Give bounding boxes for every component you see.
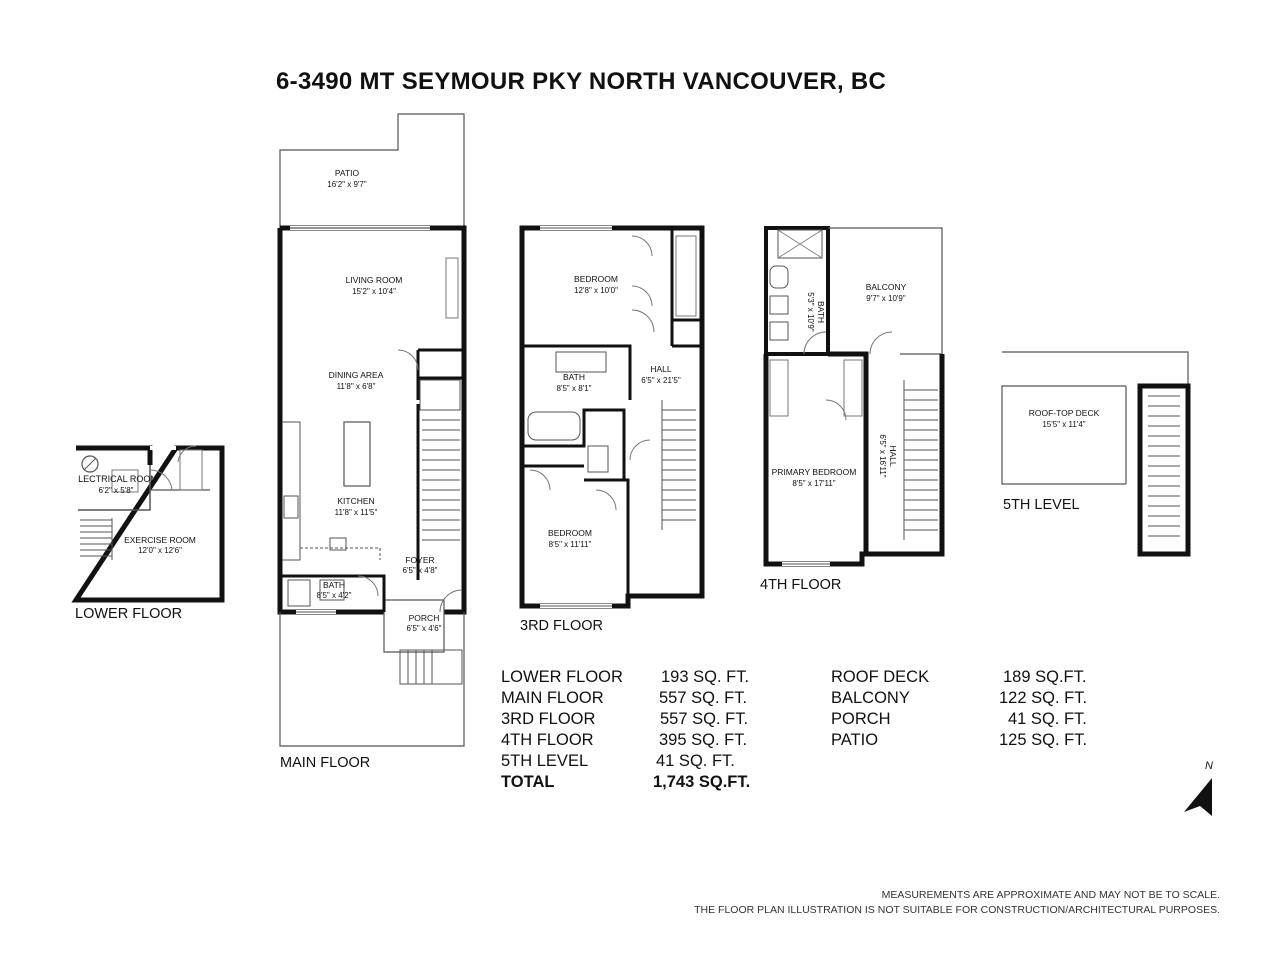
north-arrow-icon bbox=[1184, 778, 1212, 816]
room-name-bath-4th: BATH bbox=[816, 300, 826, 324]
room-dim-rooftop: 15'5" x 11'4" bbox=[1042, 420, 1086, 429]
room-name-primary: PRIMARY BEDROOM bbox=[771, 467, 857, 477]
room-name-kitchen: KITCHEN bbox=[337, 496, 375, 506]
disclaimer-line-1: MEASUREMENTS ARE APPROXIMATE AND MAY NOT BE TO SCALE. bbox=[881, 889, 1220, 901]
area-label: 4TH FLOOR bbox=[501, 731, 594, 749]
room-dim-bedroom-bottom: 8'5" x 11'11" bbox=[548, 540, 592, 549]
area-label: PORCH bbox=[831, 710, 891, 728]
room-dim-kitchen: 11'8" x 11'5" bbox=[334, 508, 378, 517]
floor-label-main: MAIN FLOOR bbox=[280, 755, 371, 771]
room-name-living: LIVING ROOM bbox=[345, 275, 403, 285]
room-name-porch: PORCH bbox=[408, 613, 440, 623]
room-dim-main-bath: 8'5" x 4'2" bbox=[316, 591, 352, 600]
area-value: 122 SQ. FT. bbox=[999, 689, 1088, 707]
area-table-left bbox=[501, 667, 771, 793]
room-dim-hall-3rd: 6'5" x 21'5" bbox=[641, 376, 681, 385]
room-name-bath-3rd: BATH bbox=[562, 372, 586, 382]
room-dim-hall-4th: 6'5" x 16'11" bbox=[878, 434, 887, 478]
floor-label-fourth: 4TH FLOOR bbox=[760, 577, 842, 593]
room-name-main-bath: BATH bbox=[322, 580, 346, 590]
lower-floor-plan bbox=[76, 446, 222, 600]
room-name-patio: PATIO bbox=[334, 168, 360, 178]
main-floor-plan bbox=[280, 114, 464, 746]
area-row bbox=[831, 667, 1101, 688]
room-dim-patio: 16'2" x 9'7" bbox=[327, 180, 367, 189]
area-value: 557 SQ. FT. bbox=[660, 710, 749, 728]
total-label: TOTAL bbox=[501, 773, 555, 791]
room-name-bedroom-top: BEDROOM bbox=[574, 274, 618, 284]
area-table-right bbox=[831, 667, 1101, 751]
north-label: N bbox=[1205, 760, 1213, 772]
room-dim-balcony: 9'7" x 10'9" bbox=[866, 294, 906, 303]
room-name-foyer: FOYER bbox=[405, 555, 435, 565]
disclaimer bbox=[694, 888, 1220, 918]
disclaimer-line-2: THE FLOOR PLAN ILLUSTRATION IS NOT SUITABLE FOR CONSTRUCTION/ARCHITECTURAL PURPOSES. bbox=[694, 904, 1220, 916]
room-dim-primary: 8'5" x 17'11" bbox=[792, 479, 836, 488]
area-value: 557 SQ. FT. bbox=[659, 689, 748, 707]
area-row bbox=[831, 709, 1101, 730]
area-label: PATIO bbox=[831, 731, 879, 749]
room-dim-porch: 6'5" x 4'6" bbox=[406, 624, 442, 633]
area-row bbox=[501, 667, 771, 688]
fourth-floor-plan bbox=[766, 228, 942, 566]
room-dim-bedroom-top: 12'8" x 10'0" bbox=[574, 286, 618, 295]
room-dim-living: 15'2" x 10'4" bbox=[352, 287, 396, 296]
area-row bbox=[831, 688, 1101, 709]
room-name-electrical: LECTRICAL ROOM bbox=[78, 474, 158, 484]
total-value: 1,743 SQ.FT. bbox=[653, 773, 751, 791]
area-label: ROOF DECK bbox=[831, 668, 930, 686]
room-name-hall-4th: HALL bbox=[888, 445, 898, 467]
fifth-level-plan bbox=[1002, 352, 1188, 554]
area-label: MAIN FLOOR bbox=[501, 689, 604, 707]
room-name-dining: DINING AREA bbox=[328, 370, 384, 380]
area-row bbox=[501, 730, 771, 751]
area-row-total bbox=[501, 772, 771, 793]
area-row bbox=[501, 709, 771, 730]
area-value: 193 SQ. FT. bbox=[661, 668, 750, 686]
area-value: 395 SQ. FT. bbox=[659, 731, 748, 749]
room-dim-bath-4th: 5'3" x 10'9" bbox=[806, 292, 815, 332]
area-label: LOWER FLOOR bbox=[501, 668, 623, 686]
area-label: 5TH LEVEL bbox=[501, 752, 589, 770]
room-name-exercise: EXERCISE ROOM bbox=[124, 535, 196, 545]
floor-label-fifth: 5TH LEVEL bbox=[1003, 497, 1080, 513]
area-label: BALCONY bbox=[831, 689, 910, 707]
room-name-hall-3rd: HALL bbox=[650, 364, 672, 374]
floor-label-third: 3RD FLOOR bbox=[520, 618, 603, 634]
area-value: 189 SQ.FT. bbox=[1003, 668, 1087, 686]
area-row bbox=[501, 751, 771, 772]
room-dim-exercise: 12'0" x 12'6" bbox=[138, 546, 182, 555]
area-row bbox=[501, 688, 771, 709]
room-dim-dining: 11'8" x 6'8" bbox=[336, 382, 376, 391]
area-value: 41 SQ. FT. bbox=[1008, 710, 1087, 728]
area-value: 41 SQ. FT. bbox=[656, 752, 735, 770]
area-row bbox=[831, 730, 1101, 751]
area-value: 125 SQ. FT. bbox=[999, 731, 1088, 749]
room-name-bedroom-bottom: BEDROOM bbox=[548, 528, 592, 538]
area-label: 3RD FLOOR bbox=[501, 710, 596, 728]
page-title: 6-3490 MT SEYMOUR PKY NORTH VANCOUVER, BC bbox=[276, 68, 887, 95]
room-dim-electrical: 6'2" x 5'8" bbox=[98, 486, 134, 495]
floor-label-lower: LOWER FLOOR bbox=[75, 606, 183, 622]
third-floor-plan bbox=[522, 226, 702, 608]
room-name-balcony: BALCONY bbox=[865, 282, 907, 292]
room-name-rooftop: ROOF-TOP DECK bbox=[1028, 408, 1100, 418]
room-dim-bath-3rd: 8'5" x 8'1" bbox=[556, 384, 592, 393]
room-dim-foyer: 6'5" x 4'8" bbox=[402, 566, 438, 575]
